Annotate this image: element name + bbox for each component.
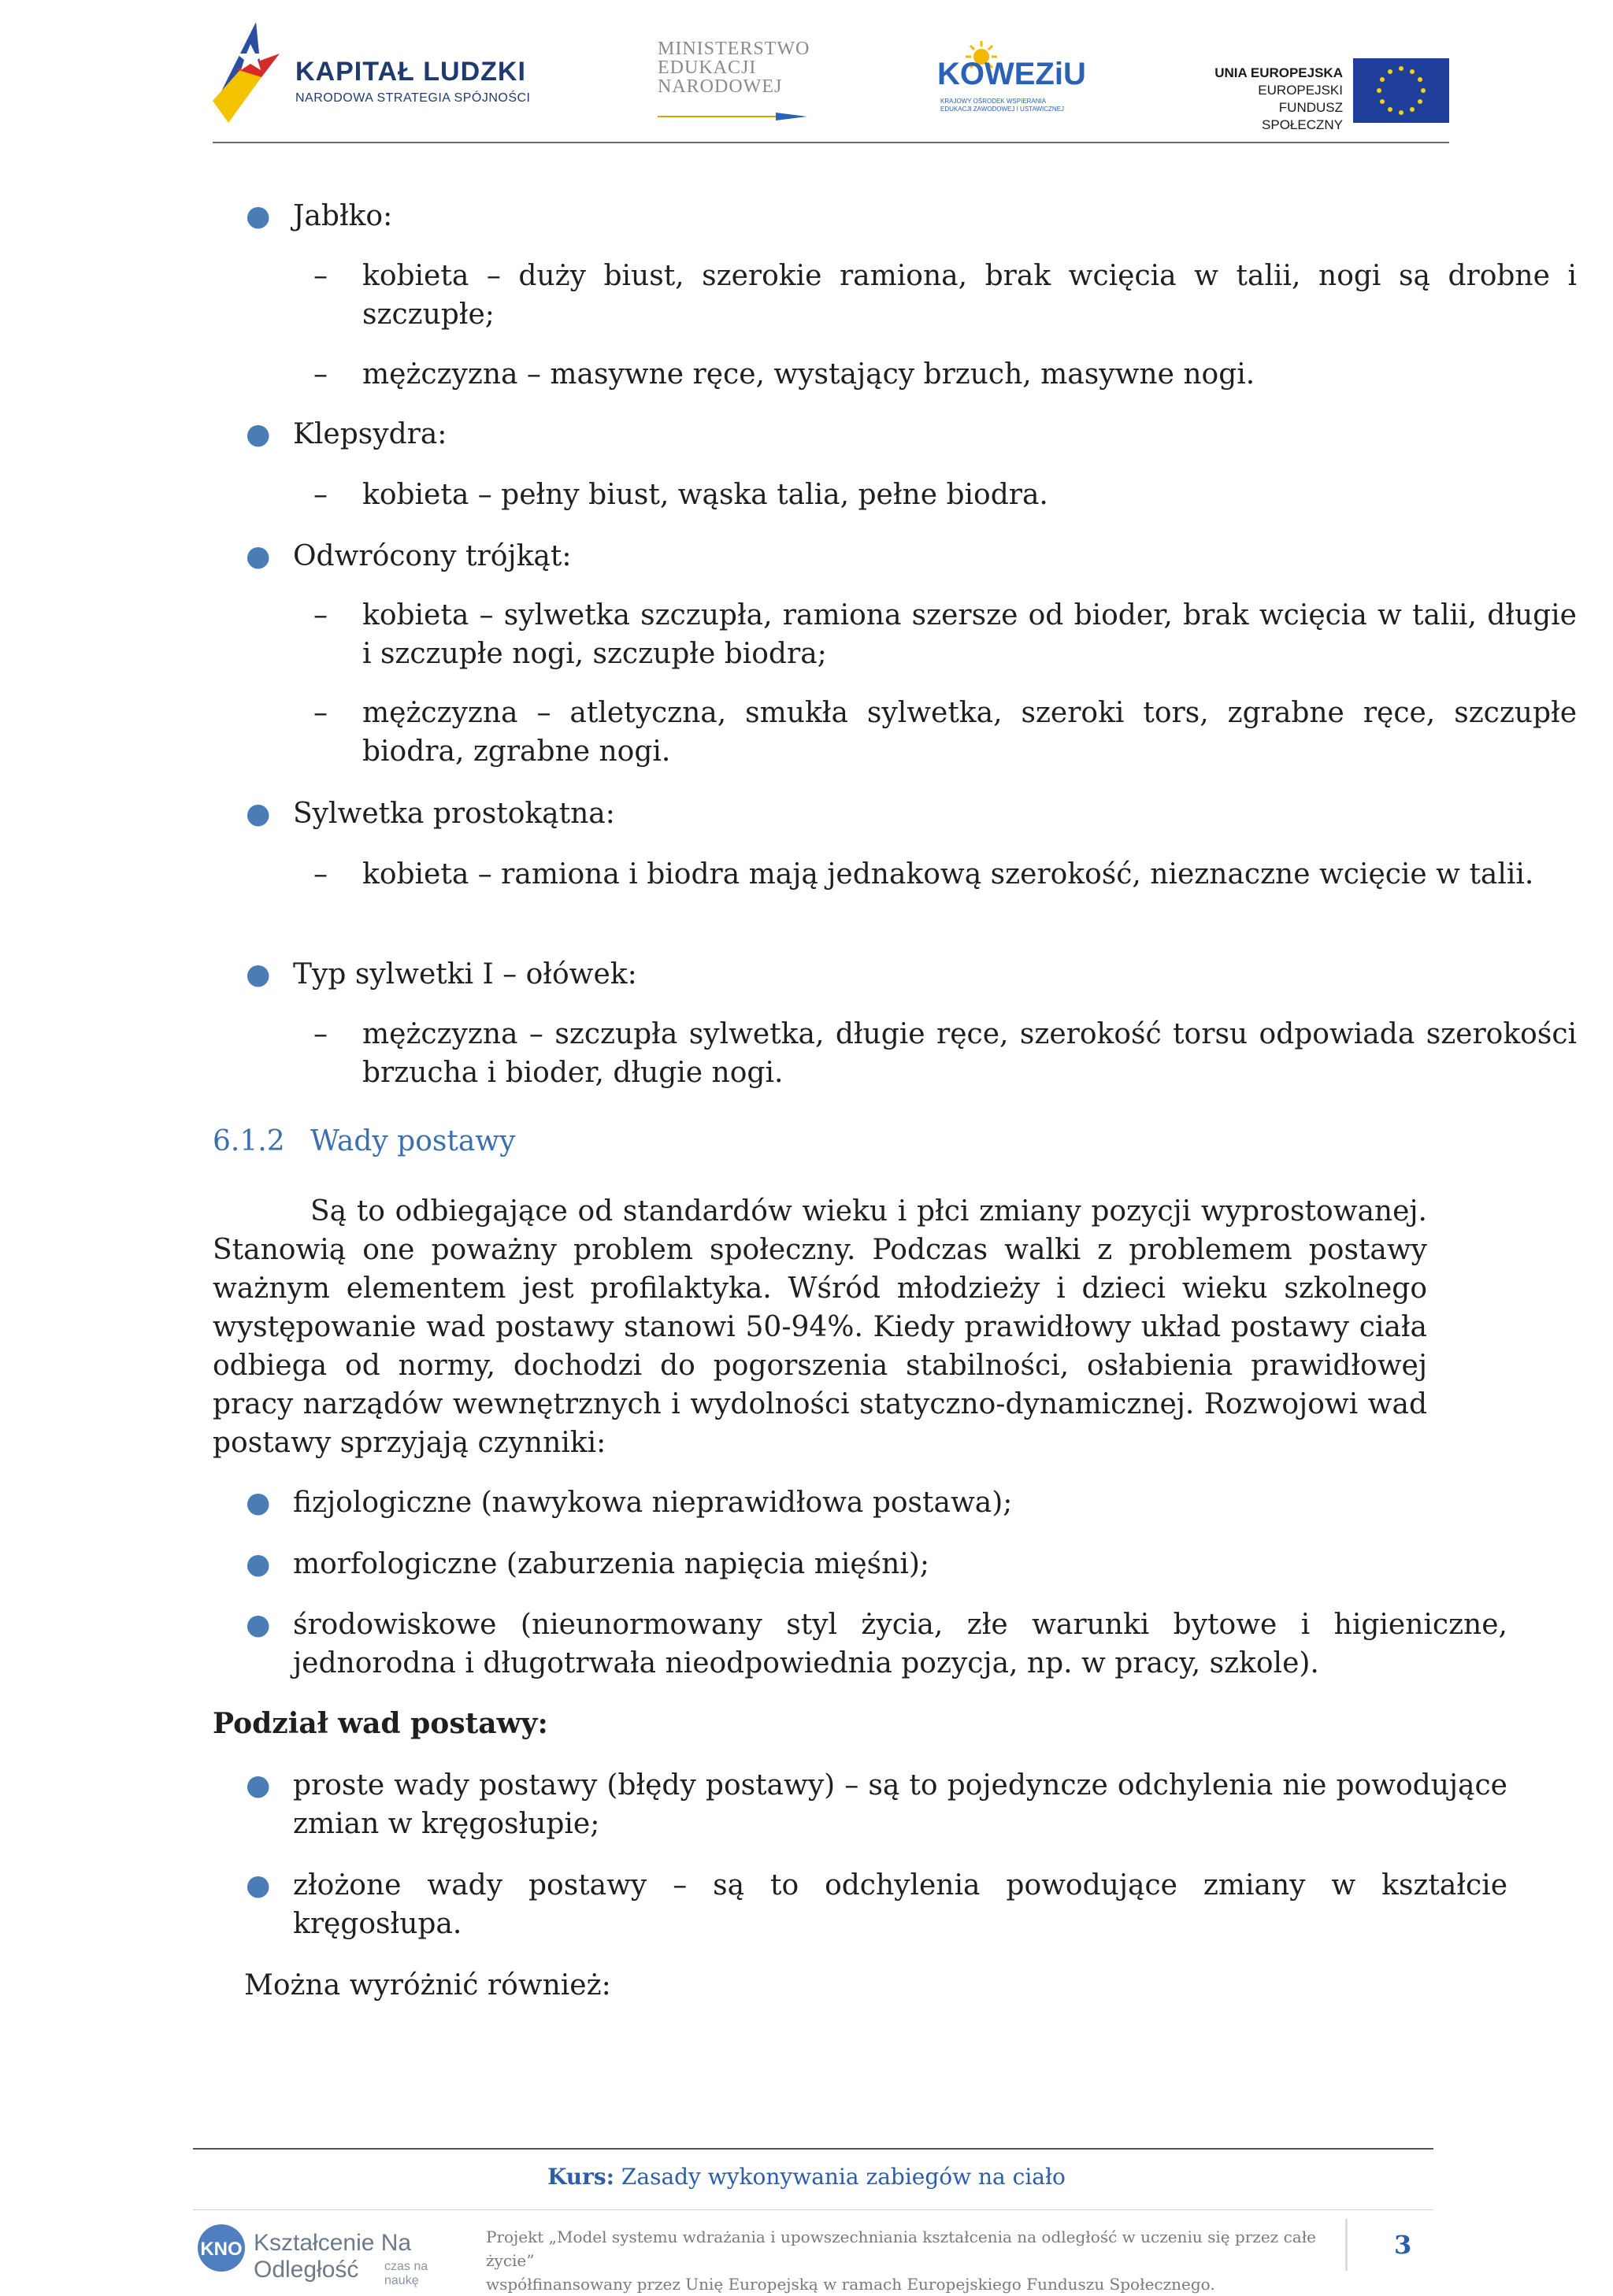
bullet-icon: ● [246, 1487, 271, 1519]
project-line-1: Projekt „Model systemu wdrażania i upowszechniania kształcenia na odległość w uczeniu się przez całe życie” [486, 2227, 1317, 2270]
body-type-label: Typ sylwetki I – ołówek: [293, 958, 637, 991]
list-item-klepsydra [213, 415, 1507, 454]
footer-separator [1345, 2219, 1348, 2271]
sub-item-text: kobieta – sylwetka szczupła, ramiona szersze od bioder, brak wcięcia w talii, długie i szczupłe nogi, szczupłe biodra; [362, 599, 1577, 670]
footer-divider [193, 2148, 1433, 2150]
kapital-ludzki-emblem-icon [213, 22, 284, 123]
list-item-text: złożone wady postawy – są to odchylenia powodujące zmiany w kształcie kręgosłupa. [293, 1869, 1507, 1940]
course-title: Zasady wykonywania zabiegów na ciało [621, 2164, 1066, 2190]
list-item-prostokatna [213, 794, 1507, 833]
kno-logo-sub: czas na naukę [384, 2260, 428, 2287]
footer-kno-logo [195, 2222, 463, 2287]
sub-item [213, 596, 1577, 673]
section-title: Wady postawy [310, 1125, 516, 1157]
dash-icon: – [313, 697, 328, 729]
list-item-jablko [213, 197, 1507, 235]
section-heading [213, 1122, 1427, 1161]
page-number: 3 [1394, 2230, 1412, 2260]
ministry-line-1: MINISTERSTWO [658, 39, 810, 59]
koweziu-subtitle: KRAJOWY OŚRODEK WSPIERANIA EDUKACJI ZAWODOWEJ I USTAWICZNEJ [940, 98, 1065, 113]
koweziu-logo [937, 41, 1086, 128]
course-label: Kurs: [547, 2164, 615, 2190]
list-item-trojkat [213, 537, 1507, 576]
bullet-icon: ● [246, 798, 271, 830]
list-item-text: morfologiczne (zaburzenia napięcia mięśni); [293, 1548, 930, 1580]
list-item [213, 1545, 1507, 1583]
dash-icon: – [313, 479, 328, 511]
list-item [213, 1766, 1507, 1843]
sub-item [213, 855, 1577, 894]
eu-line-1: UNIA EUROPEJSKA [1214, 65, 1343, 80]
sub-item [213, 476, 1577, 514]
body-paragraph: Są to odbiegające od standardów wieku i płci zmiany pozycji wyprostowanej. Stanowią one poważny problem społeczny. Podczas walki z problemem postawy ważnym elementem jest profilaktyka. Wśród młodzieży i dzieci wieku szkolnego występowanie wad postawy stanowi 50-94%. Kiedy prawidłowy układ postawy ciała odbiega od normy, dochodzi do pogorszenia stabilności, osłabienia prawidłowej pracy narządów wewnętrznych i wydolności statyczno-dynamicznej. Rozwojowi wad postawy sprzyjają czynniki: [213, 1195, 1427, 1459]
bullet-icon: ● [246, 200, 271, 232]
ministry-line-3: NARODOWEJ [658, 76, 783, 97]
closing-line: Można wyróżnić również: [244, 1969, 611, 2002]
sub-item [213, 1015, 1577, 1092]
kapital-ludzki-logo [213, 22, 543, 124]
bullet-icon: ● [246, 540, 271, 572]
list-item-olowek [213, 955, 1507, 994]
sub-item-text: mężczyzna – atletyczna, smukła sylwetka, szeroki tors, zgrabne ręce, szczupłe biodra, zgrabne nogi. [362, 697, 1577, 768]
dash-icon: – [313, 1018, 328, 1050]
dash-icon: – [313, 858, 328, 891]
eu-line-3: FUNDUSZ SPOŁECZNY [1262, 100, 1343, 132]
list-item [213, 1866, 1507, 1943]
ministry-pen-icon [658, 110, 807, 123]
header-divider [213, 142, 1449, 143]
sub-item [213, 694, 1577, 771]
kapital-ludzki-subtitle: NARODOWA STRATEGIA SPÓJNOŚCI [295, 91, 531, 105]
sub-item-text: kobieta – pełny biust, wąska talia, pełne biodra. [362, 479, 1048, 511]
list-item-text: środowiskowe (nieunormowany styl życia, złe warunki bytowe i higieniczne, jednorodna i długotrwała nieodpowiednia pozycja, np. w pracy, szkole). [293, 1609, 1507, 1679]
dash-icon: – [313, 599, 328, 631]
sub-item-text: mężczyzna – masywne ręce, wystający brzuch, masywne nogi. [362, 358, 1255, 391]
bullet-icon: ● [246, 1869, 271, 1902]
footer-project-info [486, 2225, 1321, 2296]
eu-flag-icon [1353, 58, 1449, 123]
list-item [213, 1483, 1507, 1522]
list-item-text: proste wady postawy (błędy postawy) – są to pojedyncze odchylenia nie powodujące zmian w kręgosłupie; [293, 1769, 1507, 1840]
eu-text [1197, 65, 1343, 134]
sub-item-text: mężczyzna – szczupła sylwetka, długie ręce, szerokość torsu odpowiada szerokości brzucha i bioder, długie nogi. [362, 1018, 1577, 1089]
body-type-label: Klepsydra: [293, 418, 447, 450]
eu-line-2: EUROPEJSKI [1258, 83, 1343, 98]
dash-icon: – [313, 358, 328, 391]
eu-logo [1197, 39, 1449, 132]
subheading: Podział wad postawy: [213, 1707, 548, 1740]
footer-course [0, 2164, 1613, 2190]
section-number: 6.1.2 [213, 1125, 285, 1157]
ministry-line-2: EDUKACJI [658, 57, 757, 78]
bullet-icon: ● [246, 418, 271, 450]
svg-text:KNO: KNO [200, 2239, 243, 2260]
list-item-text: fizjologiczne (nawykowa nieprawidłowa postawa); [293, 1487, 1013, 1519]
bullet-icon: ● [246, 1609, 271, 1641]
kapital-ludzki-title: KAPITAŁ LUDZKI [295, 57, 526, 87]
koweziu-title: KOWEZiU [937, 57, 1086, 91]
sub-item-text: kobieta – duży biust, szerokie ramiona, brak wcięcia w talii, nogi są drobne i szczupłe; [362, 260, 1577, 331]
sub-item-text: kobieta – ramiona i biodra mają jednakową szerokość, nieznaczne wcięcie w talii. [362, 858, 1534, 891]
project-line-2: współfinansowany przez Unię Europejską w ramach Europejskiego Funduszu Społecznego. [486, 2275, 1215, 2294]
dash-icon: – [313, 260, 328, 292]
kno-logo-icon [195, 2222, 247, 2274]
footer-divider-thin [193, 2209, 1433, 2210]
list-item [213, 1605, 1507, 1683]
bullet-icon: ● [246, 1548, 271, 1580]
body-type-label: Jabłko: [293, 200, 393, 232]
sub-item [213, 257, 1577, 334]
bullet-icon: ● [246, 1769, 271, 1802]
ministry-logo [658, 39, 815, 126]
sub-item [213, 355, 1577, 394]
bullet-icon: ● [246, 958, 271, 991]
kno-logo-text: Kształcenie Na Odległość [254, 2230, 412, 2283]
body-type-label: Sylwetka prostokątna: [293, 798, 615, 830]
page-header [213, 22, 1449, 140]
body-type-label: Odwrócony trójkąt: [293, 540, 572, 572]
